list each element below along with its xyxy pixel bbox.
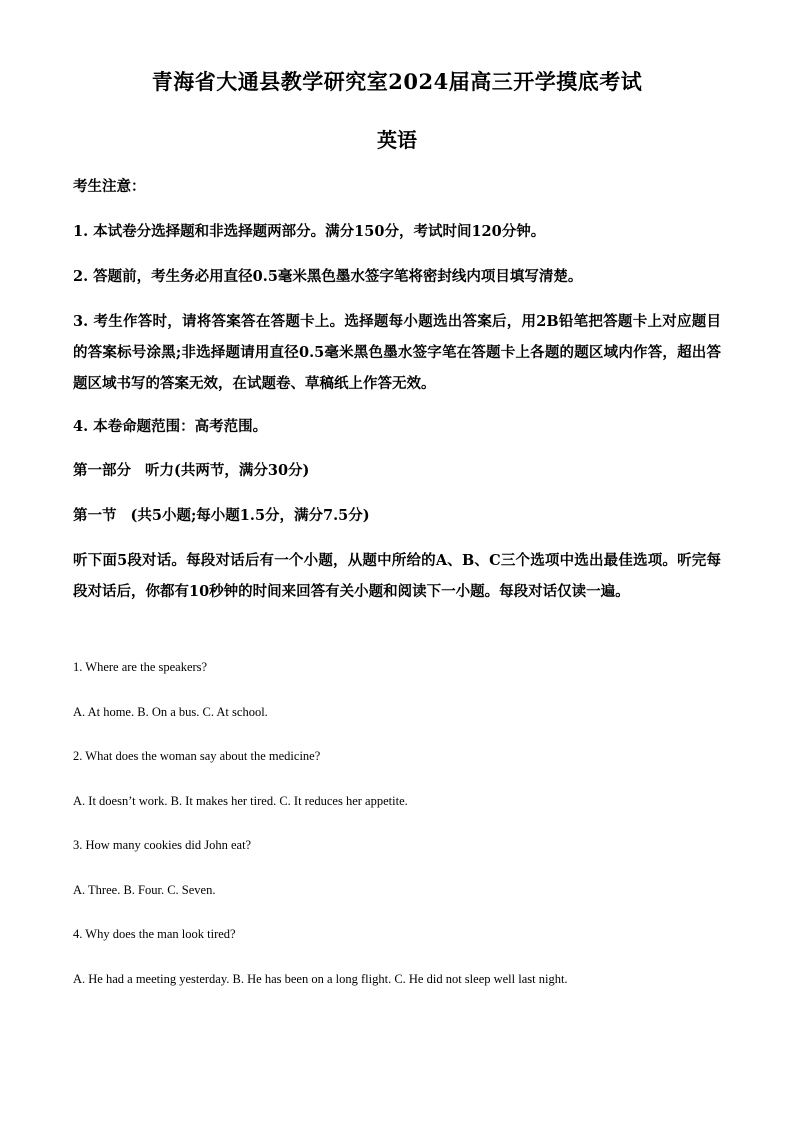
question-1: 1. Where are the speakers?	[73, 660, 208, 674]
question-2-options: A. It doesn’t work. B. It makes her tired. C. It reduces her appetite.	[73, 794, 408, 808]
question-3-options: A. Three. B. Four. C. Seven.	[73, 883, 216, 897]
notice-item-2: 2. 答题前，考生务必用直径0.5毫米黑色墨水签字笔将密封线内项目填写清楚。	[73, 268, 583, 285]
question-4: 4. Why does the man look tired?	[73, 927, 236, 941]
listening-instructions: 听下面5段对话。每段对话后有一个小题，从题中所给的A、B、C三个选项中选出最佳选项。听完每段对话后，你都有10秒钟的时间来回答有关小题和阅读下一小题。每段对话仅读一遍。	[73, 552, 721, 600]
notice-item-4: 4. 本卷命题范围：高考范围。	[73, 418, 268, 435]
part-label: 第一部分	[73, 462, 131, 479]
question-3: 3. How many cookies did John eat?	[73, 838, 252, 852]
section-label: 第一节	[73, 507, 117, 524]
section-heading	[73, 505, 721, 527]
part-heading	[73, 460, 721, 482]
question-2: 2. What does the woman say about the medicine?	[73, 749, 321, 763]
question-1-options: A. At home. B. On a bus. C. At school.	[73, 705, 268, 719]
notice-item-3: 3. 考生作答时，请将答案答在答题卡上。选择题每小题选出答案后，用2B铅笔把答题卡上对应题目的答案标号涂黑;非选择题请用直径0.5毫米黑色墨水签字笔在答题卡上各题的题区域内作答，超出答题区域书写的答案无效，在试题卷、草稿纸上作答无效。	[73, 313, 721, 392]
part-title: 听力(共两节，满分30分)	[145, 462, 310, 479]
notice-heading: 考生注意：	[73, 178, 146, 195]
question-4-options: A. He had a meeting yesterday. B. He has been on a long flight. C. He did not sleep well last night.	[73, 972, 568, 986]
section-title: (共5小题;每小题1.5分，满分7.5分)	[130, 507, 370, 524]
subject-title: 英语	[377, 128, 417, 152]
notice-item-1: 1. 本试卷分选择题和非选择题两部分。满分150分，考试时间120分钟。	[73, 223, 546, 240]
exam-title: 青海省大通县教学研究室2024届高三开学摸底考试	[151, 69, 643, 94]
